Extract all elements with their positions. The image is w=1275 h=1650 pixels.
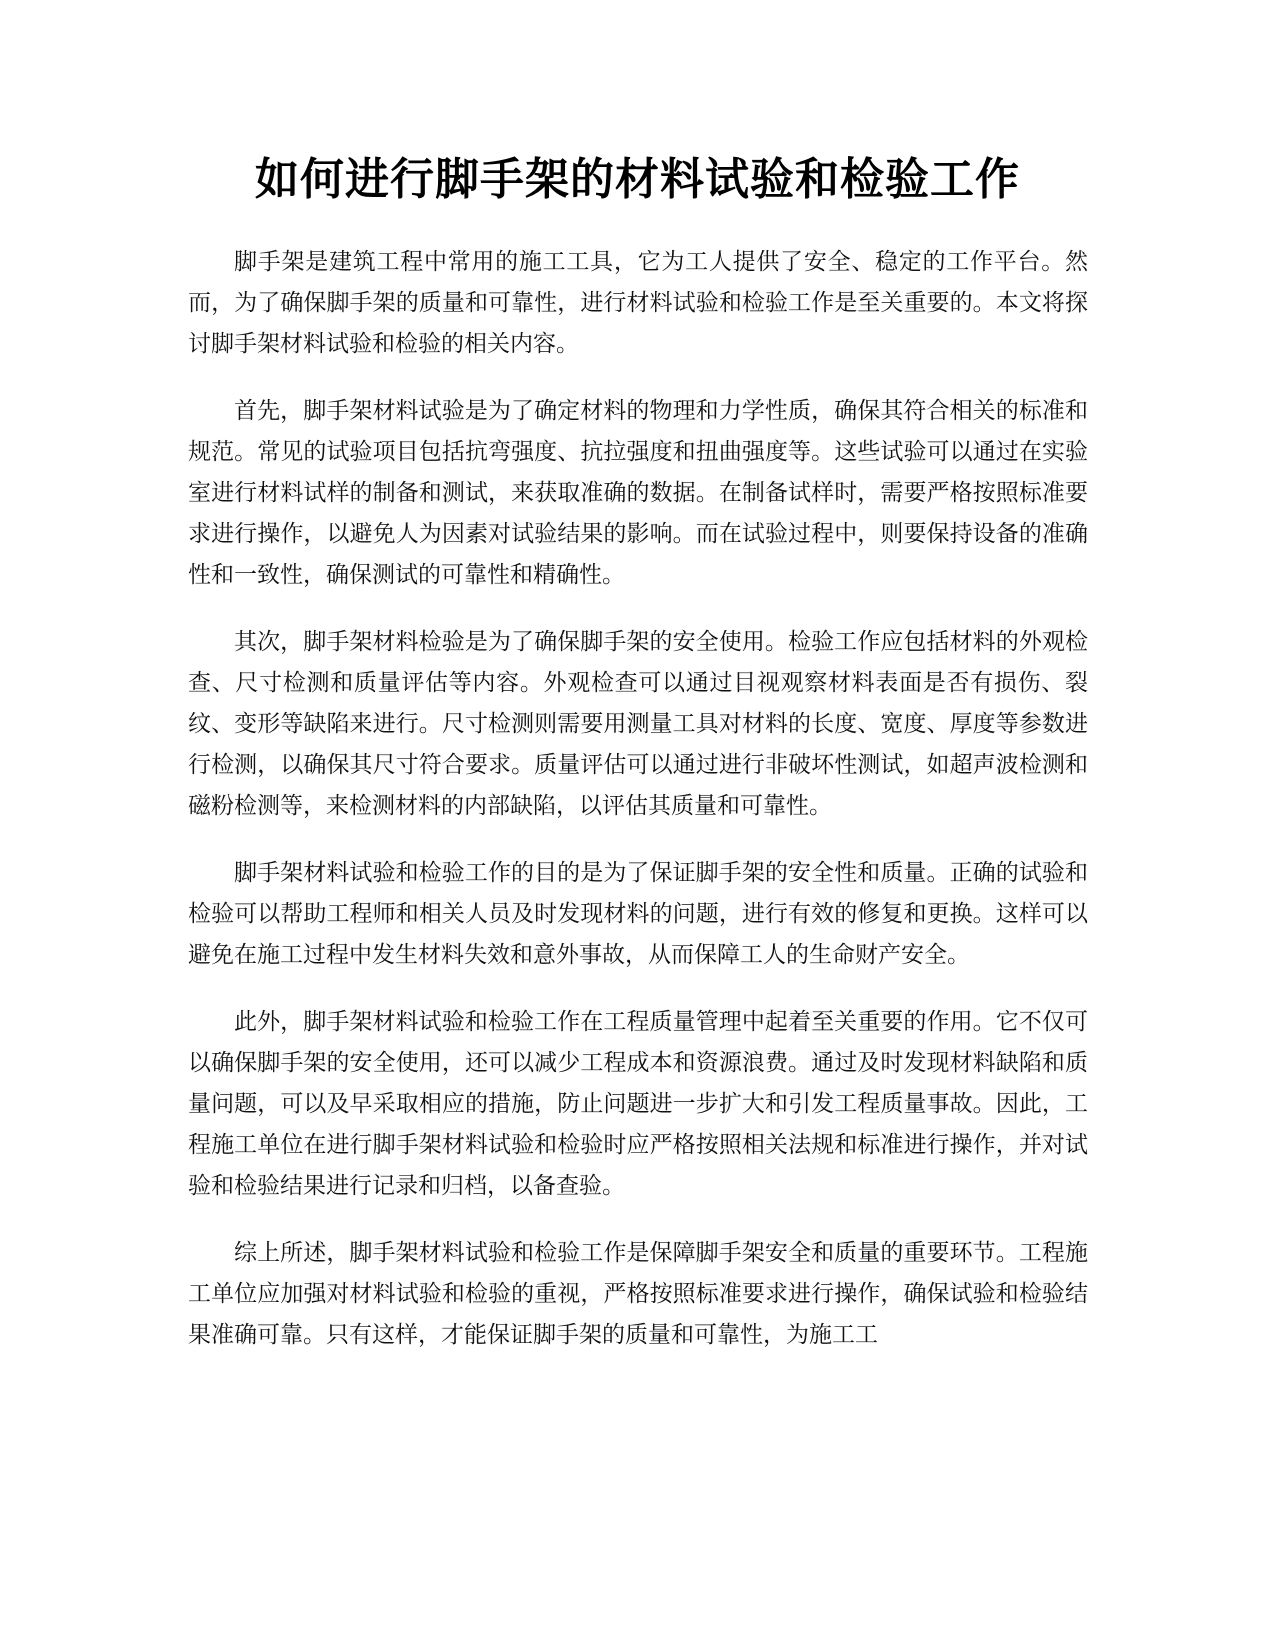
paragraph-material-inspection: 其次，脚手架材料检验是为了确保脚手架的安全使用。检验工作应包括材料的外观检查、尺寸检测和质量评估等内容。外观检查可以通过目视观察材料表面是否有损伤、裂纹、变形等缺陷来进行。尺寸检测则需要用测量工具对材料的长度、宽度、厚度等参数进行检测，以确保其尺寸符合要求。质量评估可以通过进行非破坏性测试，如超声波检测和磁粉检测等，来检测材料的内部缺陷，以评估其质量和可靠性。 <box>188 629 1088 819</box>
paragraph-intro: 脚手架是建筑工程中常用的施工工具，它为工人提供了安全、稳定的工作平台。然而，为了确保脚手架的质量和可靠性，进行材料试验和检验工作是至关重要的。本文将探讨脚手架材料试验和检验的相关内容。 <box>188 249 1088 357</box>
paragraph-conclusion: 综上所述，脚手架材料试验和检验工作是保障脚手架安全和质量的重要环节。工程施工单位应加强对材料试验和检验的重视，严格按照标准要求进行操作，确保试验和检验结果准确可靠。只有这样，才能保证脚手架的质量和可靠性，为施工工 <box>188 1240 1088 1348</box>
document-body <box>188 242 1088 1382</box>
paragraph-purpose: 脚手架材料试验和检验工作的目的是为了保证脚手架的安全性和质量。正确的试验和检验可以帮助工程师和相关人员及时发现材料的问题，进行有效的修复和更换。这样可以避免在施工过程中发生材料失效和意外事故，从而保障工人的生命财产安全。 <box>188 860 1088 968</box>
document-title: 如何进行脚手架的材料试验和检验工作 <box>255 154 1020 205</box>
paragraph-material-testing: 首先，脚手架材料试验是为了确定材料的物理和力学性质，确保其符合相关的标准和规范。常见的试验项目包括抗弯强度、抗拉强度和扭曲强度等。这些试验可以通过在实验室进行材料试样的制备和测试，来获取准确的数据。在制备试样时，需要严格按照标准要求进行操作，以避免人为因素对试验结果的影响。而在试验过程中，则要保持设备的准确性和一致性，确保测试的可靠性和精确性。 <box>188 398 1088 588</box>
paragraph-quality-management: 此外，脚手架材料试验和检验工作在工程质量管理中起着至关重要的作用。它不仅可以确保脚手架的安全使用，还可以减少工程成本和资源浪费。通过及时发现材料缺陷和质量问题，可以及早采取相应的措施，防止问题进一步扩大和引发工程质量事故。因此，工程施工单位在进行脚手架材料试验和检验时应严格按照相关法规和标准进行操作，并对试验和检验结果进行记录和归档，以备查验。 <box>188 1009 1088 1199</box>
